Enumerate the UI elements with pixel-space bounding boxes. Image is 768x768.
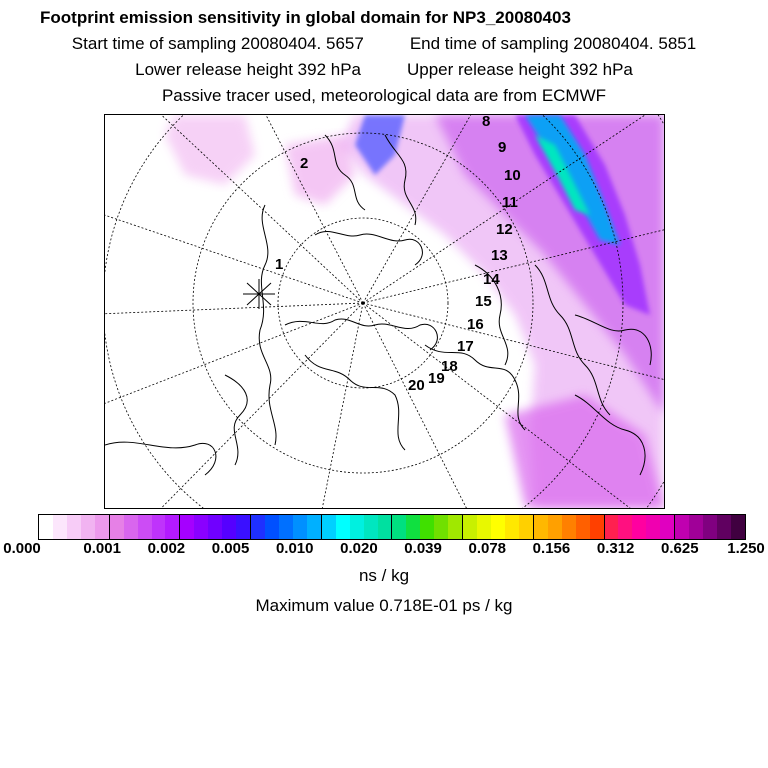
colorbar-swatch xyxy=(463,515,477,539)
trajectory-label: 12 xyxy=(496,221,513,238)
colorbar-swatch xyxy=(420,515,434,539)
colorbar-tick-label: 0.312 xyxy=(596,540,635,557)
colorbar-swatch xyxy=(350,515,364,539)
map-title: Footprint emission sensitivity in global domain for NP3_20080403 xyxy=(40,8,571,27)
release-height-line xyxy=(0,60,768,80)
start-time-label: Start time of sampling 20080404. 5657 xyxy=(71,34,364,53)
colorbar-swatch xyxy=(731,515,745,539)
trajectory-label: 10 xyxy=(504,167,521,184)
colorbar-swatch xyxy=(660,515,675,539)
trajectory-label: 13 xyxy=(491,247,508,264)
colorbar-tick-label: 0.039 xyxy=(404,540,442,557)
colorbar-swatch xyxy=(53,515,67,539)
colorbar-swatch xyxy=(519,515,534,539)
colorbar-swatch xyxy=(590,515,605,539)
colorbar-swatch xyxy=(434,515,448,539)
colorbar-tick-label: 0.002 xyxy=(147,540,186,557)
colorbar-swatch xyxy=(180,515,194,539)
colorbar-swatch xyxy=(689,515,703,539)
colorbar-swatch xyxy=(279,515,293,539)
trajectory-label: 8 xyxy=(482,115,491,130)
trajectory-label: 17 xyxy=(457,338,474,355)
colorbar-swatch xyxy=(39,515,53,539)
trajectory-label: 15 xyxy=(475,293,492,310)
colorbar-swatch xyxy=(322,515,336,539)
map-canvas xyxy=(105,115,664,508)
colorbar-tick-label: 0.001 xyxy=(83,540,121,557)
colorbar-tick-label: 0.020 xyxy=(340,540,378,557)
colorbar-swatch xyxy=(646,515,660,539)
colorbar-swatch xyxy=(576,515,590,539)
trajectory-label: 16 xyxy=(467,316,484,333)
trajectory-label: 9 xyxy=(498,139,507,156)
trajectory-label: 19 xyxy=(428,370,445,387)
trajectory-label: 20 xyxy=(408,377,425,394)
colorbar-swatch xyxy=(548,515,562,539)
sensitivity-field xyxy=(165,115,664,508)
trajectory-label: 1 xyxy=(275,256,284,273)
trajectory-label: 14 xyxy=(483,271,500,288)
colorbar-swatch xyxy=(505,515,519,539)
colorbar-tick-label: 0.010 xyxy=(275,540,314,557)
colorbar-tick-label: 0.625 xyxy=(661,540,699,557)
colorbar-swatch xyxy=(534,515,548,539)
colorbar-swatch xyxy=(364,515,378,539)
colorbar-swatch xyxy=(194,515,208,539)
colorbar-swatch xyxy=(67,515,81,539)
colorbar-tick-label: 0.005 xyxy=(211,540,250,557)
polar-map xyxy=(104,114,665,509)
colorbar-swatch xyxy=(717,515,731,539)
colorbar-swatch xyxy=(392,515,406,539)
trajectory-label: 11 xyxy=(502,194,518,211)
release-point-marker xyxy=(243,279,275,309)
end-time-label: End time of sampling 20080404. 5851 xyxy=(409,34,697,53)
colorbar-swatch xyxy=(406,515,420,539)
colorbar-swatch xyxy=(618,515,632,539)
colorbar-swatch xyxy=(632,515,646,539)
colorbar-swatch xyxy=(307,515,322,539)
colorbar-tick-label: 0.000 xyxy=(3,540,41,557)
colorbar-swatch xyxy=(562,515,576,539)
colorbar-swatch xyxy=(95,515,110,539)
trajectory-label: 18 xyxy=(441,358,458,375)
colorbar-swatch xyxy=(222,515,236,539)
max-value-label: Maximum value 0.718E-01 ps / kg xyxy=(255,596,513,615)
colorbar-swatch xyxy=(675,515,689,539)
trajectory-label: 2 xyxy=(300,155,309,172)
colorbar-swatch xyxy=(138,515,152,539)
lower-height-label: Lower release height 392 hPa xyxy=(135,60,361,79)
colorbar-swatch xyxy=(152,515,166,539)
colorbar-swatch xyxy=(448,515,463,539)
colorbar-swatch xyxy=(477,515,491,539)
colorbar-swatch xyxy=(81,515,95,539)
colorbar-swatch xyxy=(208,515,222,539)
colorbar-swatch xyxy=(378,515,393,539)
colorbar-swatch xyxy=(491,515,505,539)
colorbar-swatch xyxy=(124,515,138,539)
colorbar-tick-label: 0.156 xyxy=(532,540,571,557)
colorbar-swatch xyxy=(293,515,307,539)
colorbar-swatch xyxy=(605,515,619,539)
tracer-note: Passive tracer used, meteorological data are from ECMWF xyxy=(161,86,607,105)
sampling-time-line xyxy=(0,34,768,54)
colorbar-swatch xyxy=(251,515,265,539)
colorbar-swatch xyxy=(110,515,124,539)
colorbar-swatch xyxy=(236,515,251,539)
colorbar-swatch xyxy=(165,515,180,539)
colorbar-unit: ns / kg xyxy=(358,566,410,585)
colorbar-tick-label: 0.078 xyxy=(468,540,507,557)
colorbar xyxy=(38,514,746,540)
colorbar-swatch xyxy=(703,515,717,539)
colorbar-swatch xyxy=(336,515,350,539)
colorbar-swatch xyxy=(265,515,279,539)
colorbar-tick-label: 1.250 xyxy=(727,540,765,557)
upper-height-label: Upper release height 392 hPa xyxy=(407,60,633,79)
